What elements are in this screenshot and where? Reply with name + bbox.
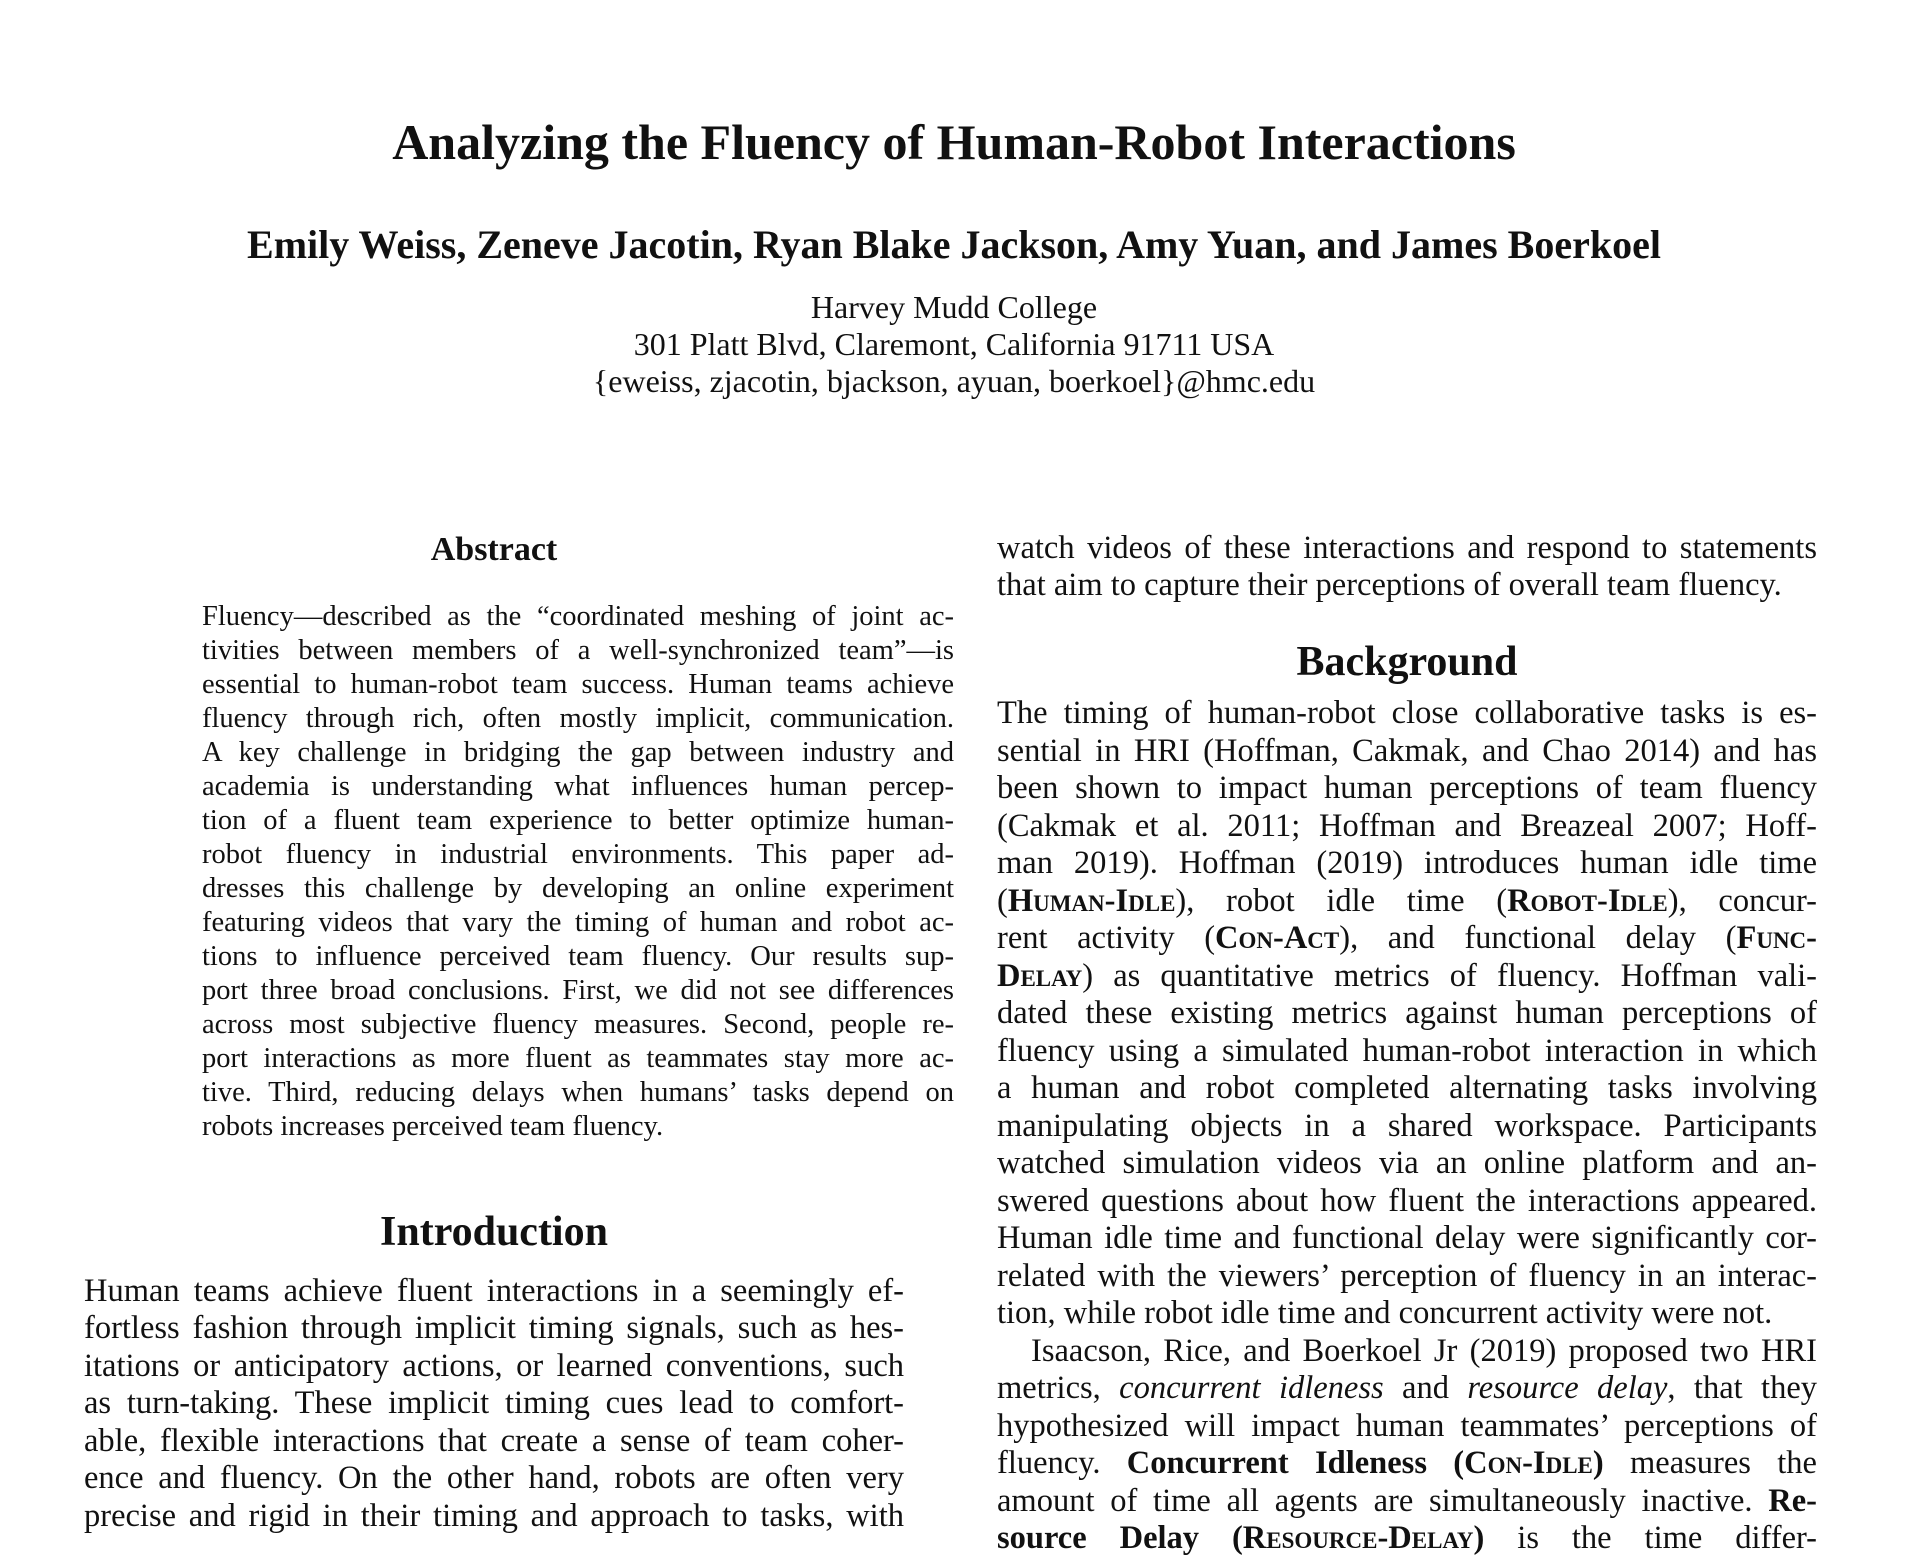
background-line: been shown to impact human perceptions of team fluency [997,770,1817,806]
abstract-line: across most subjective fluency measures. Second, people re- [202,1009,954,1040]
author-list: Emily Weiss, Zeneve Jacotin, Ryan Blake Jackson, Amy Yuan, and James Boerkoel [247,222,1661,267]
background-line [997,1445,1817,1483]
abstract-line: fluency through rich, often mostly implicit, communication. [202,703,954,734]
metric-human-idle: Human-Idle [1007,883,1176,919]
background-line: The timing of human-robot close collaborative tasks is es- [997,695,1817,731]
background-line [997,883,1817,921]
text-span: ), robot idle time ( [1175,883,1508,919]
abstract-line: dresses this challenge by developing an online experiment [202,873,954,904]
term-concurrent-idleness: concurrent idleness [1119,1370,1384,1406]
text-span: ) as quantitative metrics of fluency. Hoffman vali- [1082,958,1817,994]
abstract-line: featuring videos that vary the timing of human and robot ac- [202,907,954,938]
abstract-line: tions to influence perceived team fluency. Our results sup- [202,941,954,972]
abstract-line: robots increases perceived team fluency. [202,1111,664,1142]
text-span: measures the [1603,1445,1817,1481]
term-resource-delay-def: Re- [1768,1483,1817,1519]
introduction-line: as turn-taking. These implicit timing cues lead to comfort- [84,1385,904,1421]
text-span: ), concur- [1667,883,1817,919]
text-span: ( [997,883,1008,919]
abstract-line: essential to human-robot team success. Human teams achieve [202,669,954,700]
introduction-line: itations or anticipatory actions, or learned conventions, such [84,1348,904,1384]
introduction-line: precise and rigid in their timing and approach to tasks, with [84,1498,904,1534]
carryover-line: watch videos of these interactions and respond to statements [997,530,1817,566]
text-span: amount of time all agents are simultaneously inactive. [997,1483,1769,1519]
background-heading: Background [1296,639,1518,685]
carryover-line: that aim to capture their perceptions of overall team fluency. [997,567,1782,603]
affiliation-institution: Harvey Mudd College [810,289,1098,325]
background-line [997,920,1817,958]
background-line: (Cakmak et al. 2011; Hoffman and Breazeal 2007; Hoff- [997,808,1817,844]
metric-con-act: Con-Act [1215,920,1340,956]
background-line: related with the viewers’ perception of fluency in an interac- [997,1258,1817,1294]
metric-robot-idle: Robot-Idle [1507,883,1668,919]
abstract-line: port interactions as more fluent as teammates stay more ac- [202,1043,954,1074]
background-line [997,1483,1817,1521]
background-line: a human and robot completed alternating tasks involving [997,1070,1817,1106]
text-span: is the time differ- [1484,1520,1817,1556]
affiliation-emails: {eweiss, zjacotin, bjackson, ayuan, boerkoel}@hmc.edu [592,363,1316,399]
background-line [997,1370,1817,1408]
introduction-line: fortless fashion through implicit timing signals, such as hes- [84,1310,904,1346]
background-line: Human idle time and functional delay were significantly cor- [997,1220,1817,1256]
abstract-line: tion of a fluent team experience to better optimize human- [202,805,954,836]
abstract-heading: Abstract [430,531,558,568]
background-line: watched simulation videos via an online platform and an- [997,1145,1817,1181]
text-span: fluency. [997,1445,1127,1481]
background-line: manipulating objects in a shared workspace. Participants [997,1108,1817,1144]
background-line: Isaacson, Rice, and Boerkoel Jr (2019) proposed two HRI [1031,1333,1817,1369]
text-span: ) [1592,1445,1604,1481]
background-line: sential in HRI (Hoffman, Cakmak, and Chao 2014) and has [997,733,1817,769]
background-line: hypothesized will impact human teammates’ perceptions of [997,1408,1817,1444]
text-span: and [1383,1370,1468,1406]
introduction-heading: Introduction [380,1209,608,1255]
term-resource-delay-def: source Delay ( [997,1520,1243,1556]
metric-func-delay: Func- [1736,920,1817,956]
term-resource-delay: resource delay [1467,1370,1668,1406]
introduction-line: Human teams achieve fluent interactions in a seemingly ef- [84,1273,904,1309]
abstract-line: academia is understanding what influences human percep- [202,771,954,802]
text-span: ), and functional delay ( [1339,920,1737,956]
text-span: metrics, [997,1370,1120,1406]
metric-func-delay: Delay [997,958,1083,994]
abstract-line: Fluency—described as the “coordinated meshing of joint ac- [202,601,954,632]
metric-resource-delay: Resource-Delay [1242,1520,1474,1556]
introduction-line: ence and fluency. On the other hand, robots are often very [84,1460,904,1496]
abstract-line: robot fluency in industrial environments. This paper ad- [202,839,954,870]
abstract-line: port three broad conclusions. First, we did not see differences [202,975,954,1006]
text-span: ) [1473,1520,1485,1556]
abstract-line: A key challenge in bridging the gap between industry and [202,737,954,768]
abstract-line: tive. Third, reducing delays when humans’ tasks depend on [202,1077,954,1108]
text-span: rent activity ( [997,920,1216,956]
background-line: man 2019). Hoffman (2019) introduces human idle time [997,845,1817,881]
abstract-line: tivities between members of a well-synchronized team”—is [202,635,954,666]
introduction-line: able, flexible interactions that create a sense of team coher- [84,1423,904,1459]
metric-con-idle: Con-Idle [1464,1445,1593,1481]
term-concurrent-idleness-def: Concurrent Idleness ( [1126,1445,1465,1481]
background-line: tion, while robot idle time and concurrent activity were not. [997,1295,1773,1331]
affiliation-address: 301 Platt Blvd, Claremont, California 91711 USA [633,326,1275,362]
background-line: swered questions about how fluent the interactions appeared. [997,1183,1817,1219]
background-line [997,958,1817,996]
text-span: , that they [1667,1370,1817,1406]
paper-title: Analyzing the Fluency of Human-Robot Interactions [392,114,1516,170]
background-line [997,1520,1817,1558]
background-line: fluency using a simulated human-robot interaction in which [997,1033,1817,1069]
background-line: dated these existing metrics against human perceptions of [997,995,1817,1031]
